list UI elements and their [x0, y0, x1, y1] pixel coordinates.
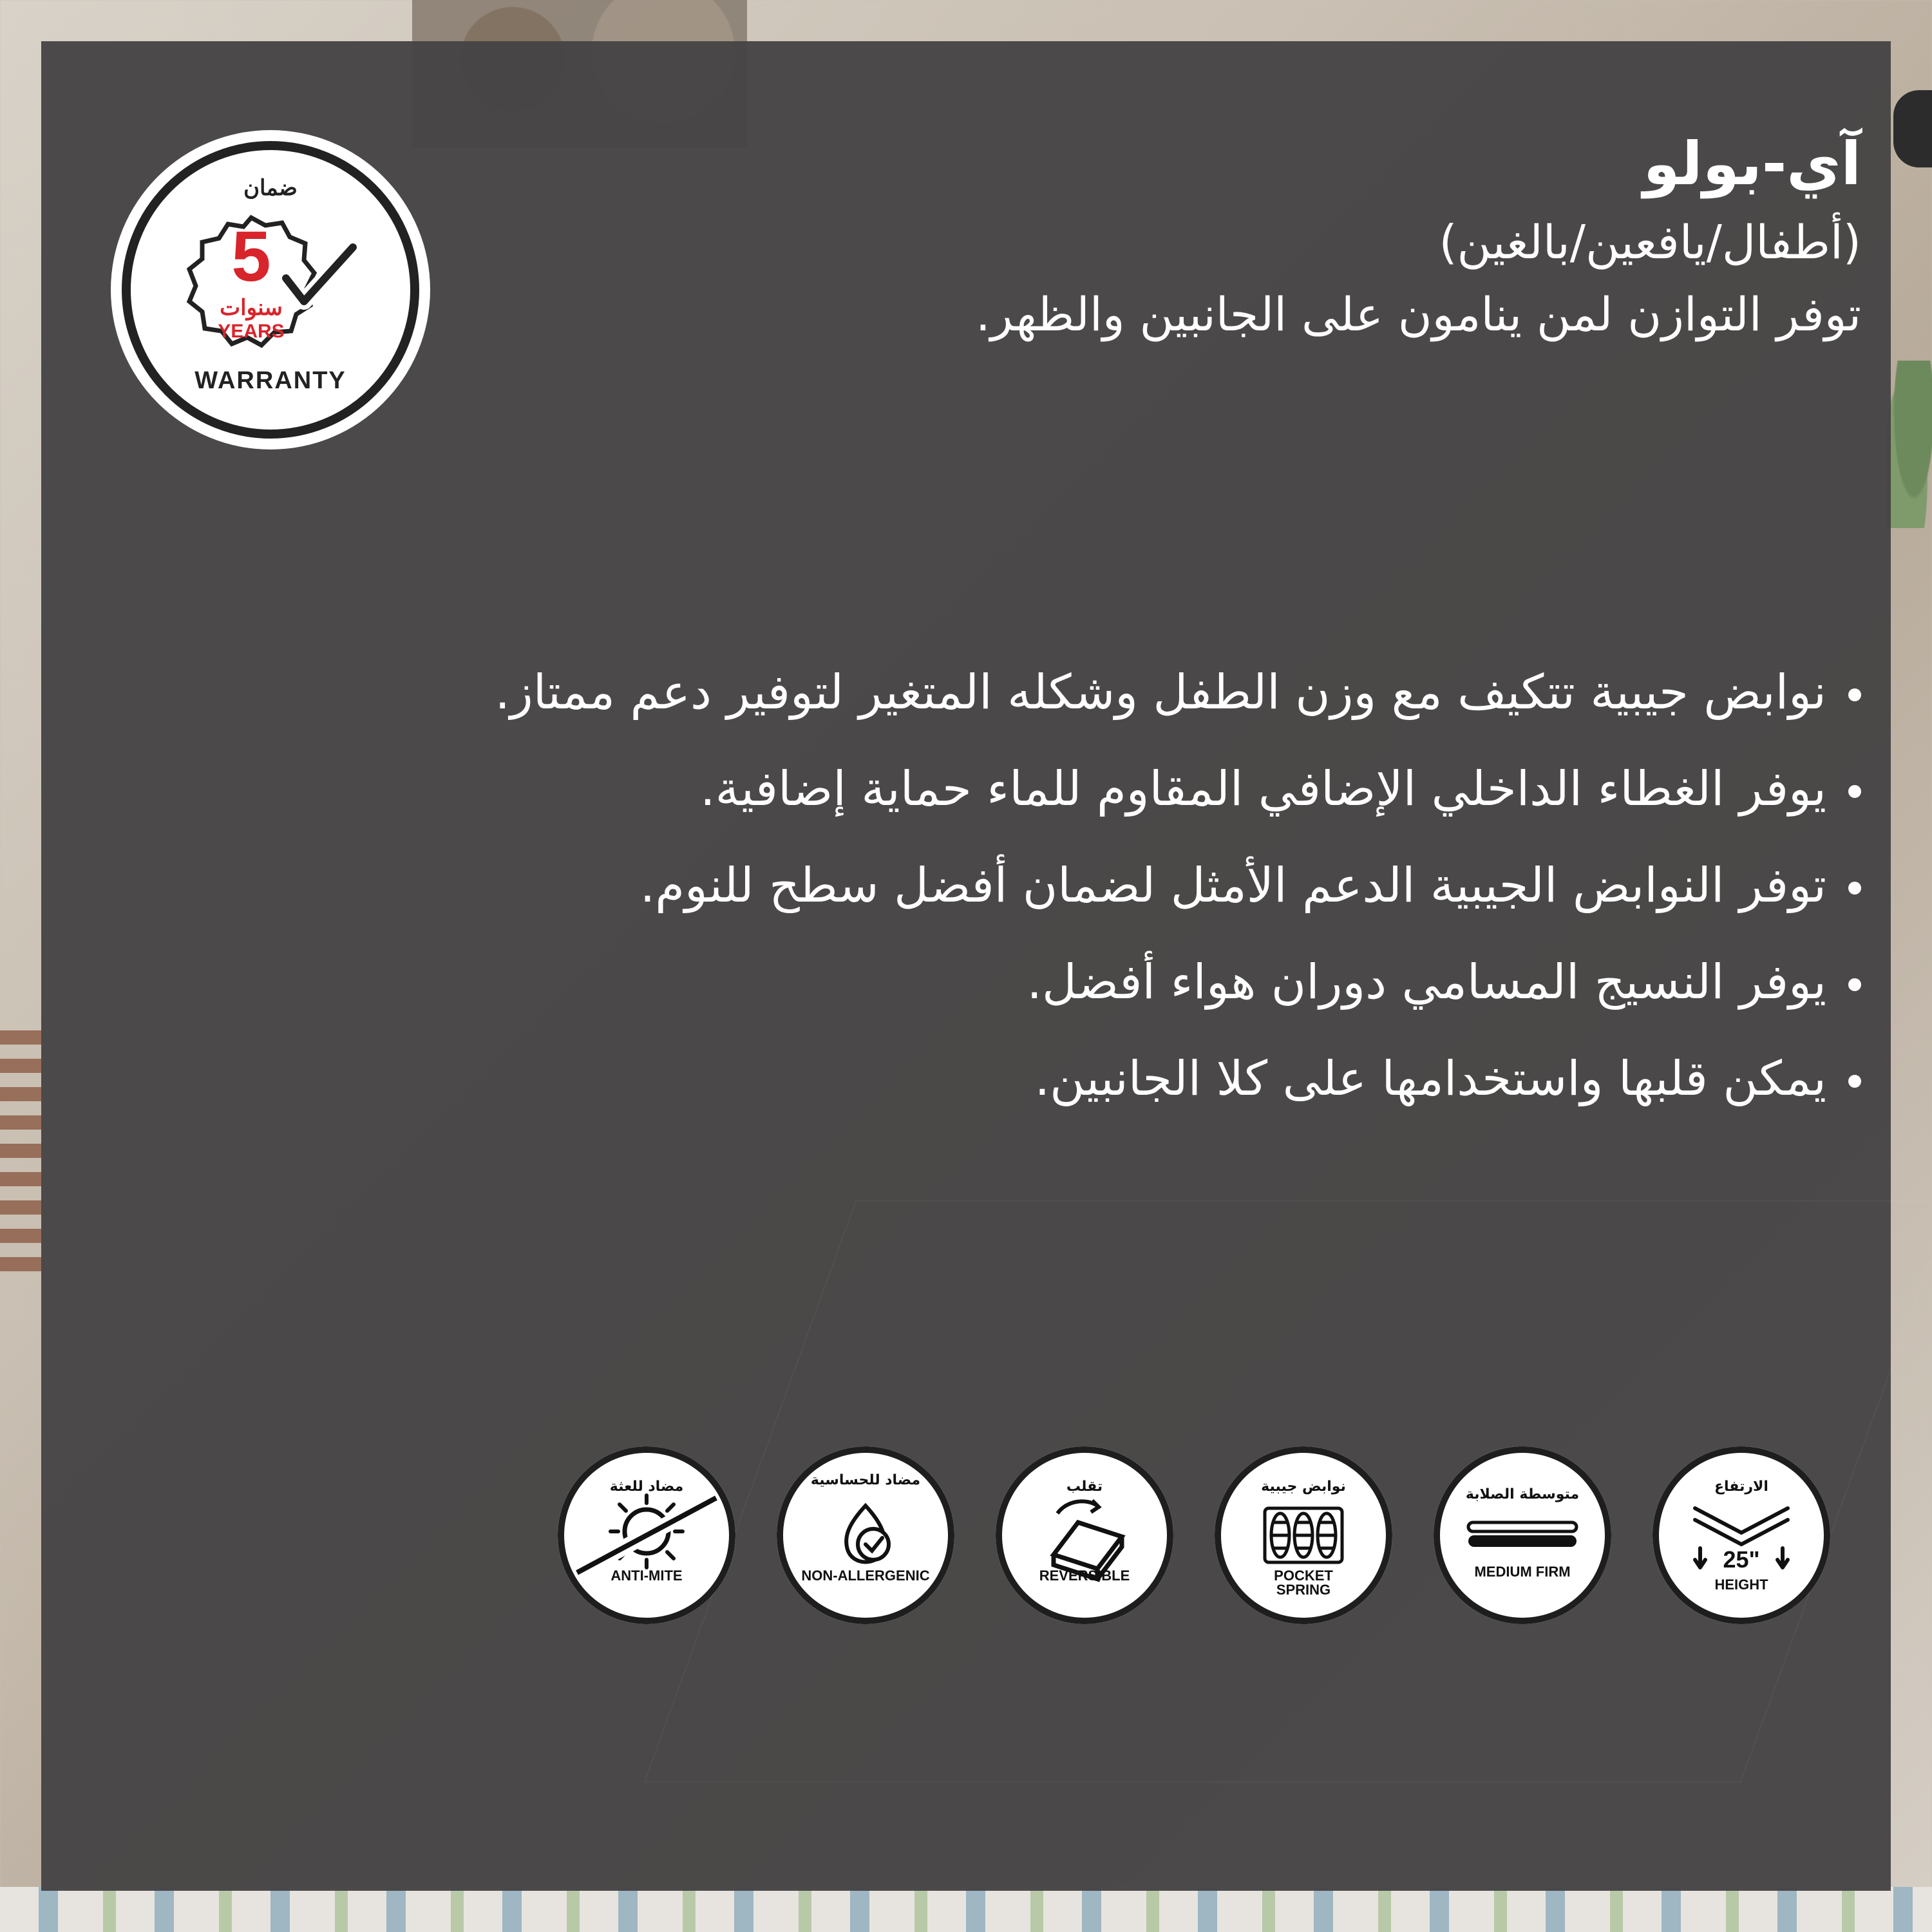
bullet-icon	[1848, 785, 1861, 798]
badge-pocket-spring	[1215, 1446, 1392, 1624]
badge-en-label: MEDIUM FIRM	[1474, 1564, 1571, 1580]
height-value: 25"	[1723, 1546, 1760, 1573]
badge-ar-label: الارتفاع	[1714, 1479, 1768, 1495]
badge-ar-label: مضاد للعثة	[609, 1479, 684, 1495]
product-audience: (أطفال/يافعين/بالغين)	[1439, 215, 1861, 269]
warranty-ar-label: ضمان	[243, 176, 298, 200]
badge-non-allergenic	[777, 1446, 954, 1624]
height-icon	[1653, 1446, 1830, 1624]
product-header	[976, 122, 1861, 350]
badge-reversible	[996, 1446, 1173, 1624]
warranty-en-years: YEARS	[218, 321, 285, 342]
background-plant	[1887, 361, 1932, 528]
badge-en-label: POCKET SPRING	[1274, 1567, 1333, 1598]
badge-en-label: REVERSIBLE	[1039, 1567, 1130, 1584]
badge-ar-label: متوسطة الصلابة	[1465, 1486, 1580, 1502]
feature-text: يمكن قلبها واستخدامها على كلا الجانبين.	[1034, 1051, 1826, 1106]
feature-list	[155, 644, 1861, 1127]
badge-ar-label: نوابض جيبية	[1261, 1479, 1346, 1495]
bullet-icon	[1848, 978, 1861, 991]
warranty-en-label: WARRANTY	[194, 367, 346, 394]
warranty-ar-years: سنوات	[220, 296, 283, 320]
background-books	[0, 1030, 41, 1275]
badge-en-label: HEIGHT	[1714, 1577, 1768, 1593]
badge-en-label: ANTI-MITE	[611, 1567, 683, 1584]
badge-medium-firm	[1434, 1446, 1611, 1624]
warranty-years-number: 5	[231, 217, 271, 296]
anti-mite-icon	[558, 1446, 735, 1624]
product-tagline: توفر التوازن لمن ينامون على الجانبين والظهر.	[976, 287, 1861, 341]
badge-ar-label: مضاد للحساسية	[810, 1472, 921, 1488]
badge-ar-label: تقلب	[1066, 1479, 1103, 1495]
badge-anti-mite	[558, 1446, 735, 1624]
warranty-seal	[113, 133, 428, 447]
feature-text: توفر النوابض الجيبية الدعم الأمثل لضمان أفضل سطح للنوم.	[639, 858, 1826, 913]
list-item	[155, 741, 1861, 837]
badge-height	[1653, 1446, 1830, 1624]
background-rug	[0, 1887, 1932, 1932]
product-title: آي-بولو	[1643, 129, 1861, 198]
feature-text: يوفر النسيج المسامي دوران هواء أفضل.	[1027, 954, 1826, 1010]
background-lamp	[1893, 90, 1932, 167]
list-item	[155, 837, 1861, 934]
feature-text: يوفر الغطاء الداخلي الإضافي المقاوم للماء حماية إضافية.	[700, 761, 1826, 817]
list-item	[155, 644, 1861, 741]
reversible-icon	[996, 1446, 1173, 1624]
feature-badges	[558, 1446, 1846, 1640]
bullet-icon	[1848, 882, 1861, 895]
feature-text: نوابض جيبية تتكيف مع وزن الطفل وشكله المتغير لتوفير دعم ممتاز.	[495, 665, 1826, 720]
list-item	[155, 934, 1861, 1030]
bullet-icon	[1848, 1075, 1861, 1088]
bullet-icon	[1848, 688, 1861, 701]
medium-firm-icon	[1434, 1446, 1611, 1624]
badge-en-label: NON-ALLERGENIC	[801, 1567, 930, 1584]
list-item	[155, 1030, 1861, 1127]
